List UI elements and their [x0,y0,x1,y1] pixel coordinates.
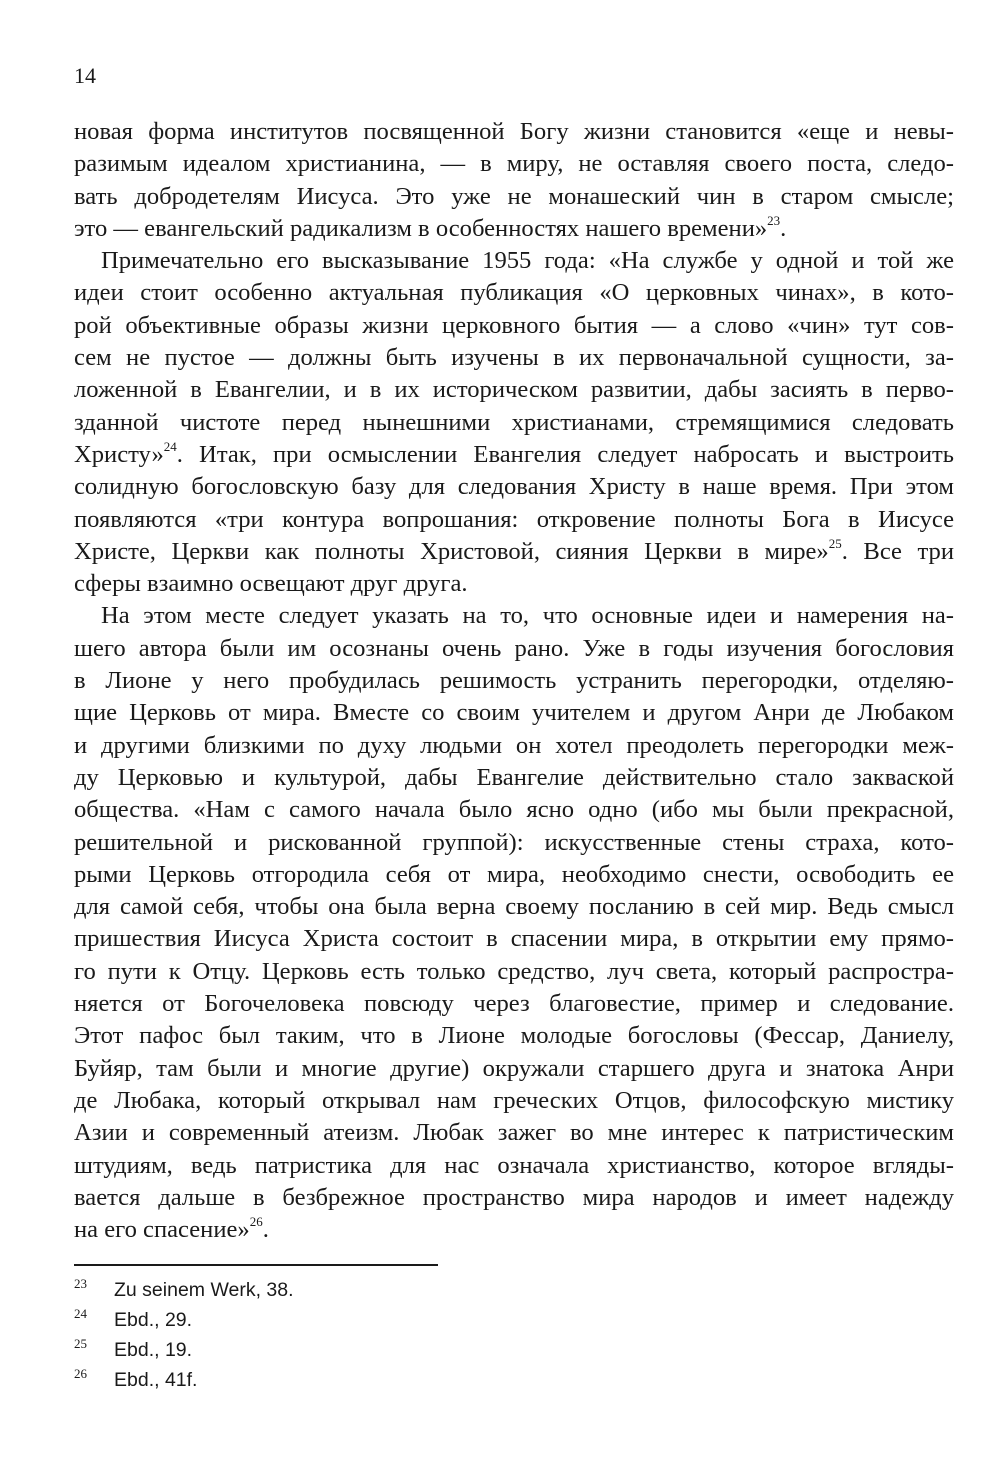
footnote-item [74,1336,674,1366]
text-line: солидную богословскую базу для следования Христу в наше время. При этом [74,473,954,501]
text-fragment: . Все три [841,537,954,565]
text-line [74,213,954,245]
text-line [74,1214,954,1246]
text-line: го пути к Отцу. Церковь есть только средство, луч света, который распростра- [74,957,954,985]
main-text [74,116,954,1246]
footnote-number: 24 [74,1306,87,1321]
text-line: сем не пустое — должны быть изучены в их первоначальной сущности, за- [74,344,954,372]
text-line: Этот пафос был таким, что в Лионе молодые богословы (Фессар, Даниелу, [74,1022,954,1050]
footnote-item [74,1306,674,1336]
text-line: шего автора были им осознаны очень рано. Уже в годы изучения богословия [74,634,954,662]
page-number: 14 [74,63,96,88]
footnote-separator [74,1264,438,1266]
text-fragment: Христу» [74,440,164,468]
text-line: Примечательно его высказывание 1955 года: «На службе у одной и той же [101,247,954,275]
footnote-text: Ebd., 19. [114,1339,193,1361]
footnote-text: Ebd., 41f. [114,1369,198,1391]
text-line: ду Церковью и культурой, дабы Евангелие действительно стало закваской [74,763,954,791]
footnote-ref-25: 25 [828,535,842,551]
text-line [74,439,954,471]
text-line: На этом месте следует указать на то, что основные идеи и намерения на- [101,602,954,630]
text-fragment: . [780,214,787,242]
text-line: разимым идеалом христианина, — в миру, не оставляя своего поста, следо- [74,150,954,178]
footnote-text: Zu seinem Werk, 38. [114,1279,294,1301]
text-line: и другими близкими по духу людьми он хотел преодолеть перегородки меж- [74,731,954,759]
text-line: вается дальше в безбрежное пространство мира народов и имеет надежду [74,1183,954,1211]
footnote-number: 26 [74,1366,87,1381]
text-line: штудиям, ведь патристика для нас означала христианство, которое вгляды- [74,1151,954,1179]
paragraph-1 [74,116,954,245]
text-line: щие Церковь от мира. Вместе со своим учителем и другом Анри де Любаком [74,699,954,727]
text-fragment: это — евангельский радикализм в особенностях нашего времени» [74,214,768,242]
footnote-item [74,1276,674,1306]
paragraph-2 [74,245,954,600]
footnote-ref-24: 24 [163,438,177,454]
text-fragment: на его спасение» [74,1216,250,1244]
text-line: новая форма институтов посвященной Богу жизни становится «еще и невы- [74,118,954,145]
text-line: зданной чистоте перед нынешними христианами, стремящимися следовать [74,408,954,436]
footnote-ref-26: 26 [249,1213,263,1229]
text-line: Буйяр, там были и многие другие) окружали старшего друга и знатока Анри [74,1054,954,1082]
text-line: ложенной в Евангелии, и в их историческом развитии, дабы засиять в перво- [74,376,954,404]
text-line: идеи стоит особенно актуальная публикация «О церковных чинах», в кото- [74,279,954,307]
text-line: общества. «Нам с самого начала было ясно одно (ибо мы были прекрасной, [74,796,954,824]
text-line: вать добродетелям Иисуса. Это уже не монашеский чин в старом смысле; [74,182,954,210]
footnote-number: 25 [74,1336,87,1351]
paragraph-3 [74,600,954,1246]
footnote-number: 23 [74,1276,87,1291]
text-line [74,536,954,568]
text-line: пришествия Иисуса Христа состоит в спасении мира, в открытии ему прямо- [74,925,954,953]
text-line: няется от Богочеловека повсюду через благовестие, пример и следование. [74,990,954,1018]
footnote-ref-23: 23 [767,212,781,228]
text-line: Азии и современный атеизм. Любак зажег во мне интерес к патристическим [74,1119,954,1147]
text-fragment: Христе, Церкви как полноты Христовой, сияния Церкви в мире» [74,537,829,565]
footnotes [74,1276,674,1396]
footnote-item [74,1366,674,1396]
text-line: для самой себя, чтобы она была верна своему посланию в сей мир. Ведь смысл [74,893,954,921]
text-fragment: . [262,1216,269,1244]
text-fragment: . Итак, при осмыслении Евангелия следует набросать и выстроить [176,440,954,468]
text-line: рой объективные образы жизни церковного бытия — а слово «чин» тут сов- [74,311,954,339]
text-line: де Любака, который открывал нам греческих Отцов, философскую мистику [74,1086,954,1114]
text-line: решительной и рискованной группой): искусственные стены страха, кото- [74,828,954,856]
text-line: рыми Церковь отгородила себя от мира, необходимо снести, освободить ее [74,860,954,888]
footnote-text: Ebd., 29. [114,1309,193,1331]
text-line: в Лионе у него пробудилась решимость устранить перегородки, отделяю- [74,667,954,695]
text-line: сферы взаимно освещают друг друга. [74,570,468,598]
text-line: появляются «три контура вопрошания: откровение полноты Бога в Иисусе [74,505,954,533]
